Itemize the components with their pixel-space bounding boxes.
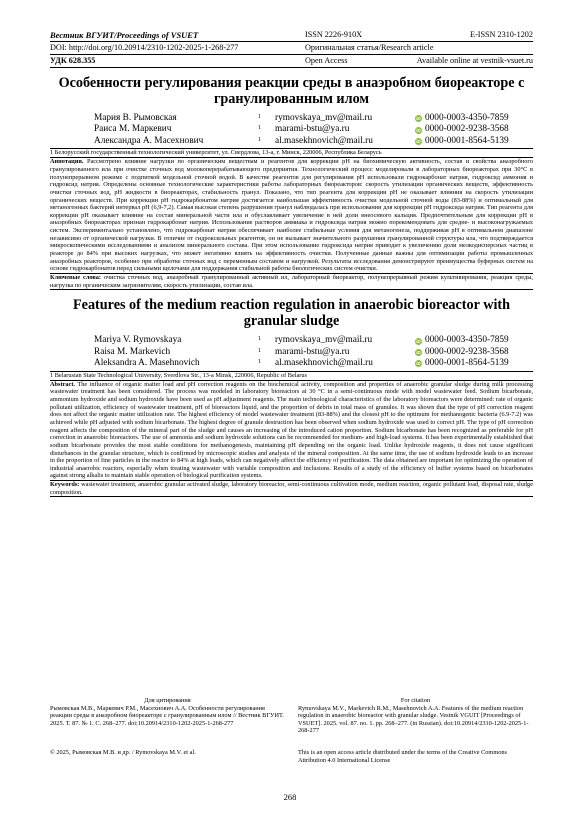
keywords-label: Keywords: xyxy=(50,481,80,489)
author-email[interactable]: al.masekhnovich@mail.ru xyxy=(275,358,373,369)
authors-ru xyxy=(94,113,533,147)
author-orcid[interactable]: 0000-0001-8564-5139 xyxy=(425,358,509,369)
author-name: Mariya V. Rymovskaya xyxy=(94,335,182,346)
doi-row xyxy=(50,43,533,53)
keywords-ru xyxy=(50,273,533,290)
author-affil-mark: 1 xyxy=(258,336,261,343)
author-orcid[interactable]: 0000-0003-4350-7859 xyxy=(425,335,509,346)
citation-ru xyxy=(50,697,285,735)
eissn: E-ISSN 2310-1202 xyxy=(470,30,533,39)
orcid-icon: iD xyxy=(416,139,421,145)
title-en: Features of the medium reaction regulation in anaerobic bioreactor with granular sludge xyxy=(72,297,510,330)
author-name: Раиса М. Маркевич xyxy=(94,124,172,135)
available-online[interactable]: Available online at vestnik-vsuet.ru xyxy=(416,56,533,65)
author-email[interactable]: rymovskaya_mv@mail.ru xyxy=(275,335,373,346)
header-rule xyxy=(50,54,533,55)
abstract-en xyxy=(50,381,533,481)
author-row xyxy=(94,124,533,135)
authors-en xyxy=(94,335,533,369)
title-ru: Особенности регулирования реакции среды в анаэробном биореакторе с гранулированным илом xyxy=(58,75,525,107)
author-affil-mark: 1 xyxy=(258,114,261,120)
author-row xyxy=(94,136,533,147)
author-affil-mark: 1 xyxy=(258,347,261,354)
citation-heading: Для цитирования xyxy=(144,697,191,704)
page-number: 268 xyxy=(283,792,297,802)
doi[interactable]: DOI: http://doi.org/10.20914/2310-1202-2025-1-268-277 xyxy=(50,43,239,52)
citation-text: Рымовская М.В., Маркевич Р.М., Масехнович А.А. Особенности регулирования реакции среды в анаэробном биореакторе с гранулированным илом // Вестник ВГУИТ. 2025. Т. 87. № 1. С. 268–277. doi:10.20914/2310-1202-2025-1-268-277 xyxy=(50,704,284,727)
header-rule xyxy=(50,67,533,68)
udk-row xyxy=(50,56,533,66)
citation-block xyxy=(50,697,533,735)
abstract-ru xyxy=(50,158,533,273)
keywords-label: Ключевые слова: xyxy=(50,274,102,282)
orcid-icon: iD xyxy=(416,127,421,133)
journal-header-row xyxy=(50,30,533,40)
license[interactable]: This is an open access article distributed under the terms of the Creative Commons Attribution 4.0 International License xyxy=(298,749,507,764)
author-email[interactable]: al.masekhnovich@mail.ru xyxy=(275,135,373,146)
abstract-label: Аннотация. xyxy=(50,158,84,166)
journal-name: Вестник ВГУИТ/Proceedings of VSUET xyxy=(50,30,199,40)
author-orcid[interactable]: 0000-0001-8564-5139 xyxy=(425,135,509,146)
open-access: Open Access xyxy=(305,56,348,65)
abstract-label: Abstract. xyxy=(50,380,76,388)
author-email[interactable]: rymovskaya_mv@mail.ru xyxy=(275,113,373,123)
author-affil-mark: 1 xyxy=(258,359,261,366)
footer xyxy=(50,749,533,764)
udk: УДК 628.355 xyxy=(50,56,96,65)
author-name: Александра А. Масехнович xyxy=(94,135,204,146)
header-rule xyxy=(50,41,533,42)
orcid-icon: iD xyxy=(416,349,421,355)
citation-en xyxy=(298,697,533,735)
author-row xyxy=(94,358,533,369)
orcid-icon: iD xyxy=(416,361,421,367)
author-orcid[interactable]: 0000-0002-9238-3568 xyxy=(425,346,509,357)
affiliation-ru: 1 Белорусский государственный технологический университет, ул. Свердлова, 13-а, г. Минск, 220006, Республика Беларусь xyxy=(50,148,533,158)
affiliation-en: 1 Belarusian State Technological University, Sverdlova Str., 13-a Minsk, 220006, Republic of Belarus xyxy=(50,371,533,381)
author-row xyxy=(94,113,533,124)
issn: ISSN 2226-910X xyxy=(305,30,363,39)
citation-heading: For citation xyxy=(400,697,431,704)
author-orcid[interactable]: 0000-0002-9238-3568 xyxy=(425,124,509,135)
abstract-text: Рассмотрено влияние нагрузки по органическим веществам и реагентов для коррекции pH на биохимическую активность, состав и свойства анаэробного гранулированного ила при очистке сточных вод молокоперерабатывающего предприятия. Технологический процесс моделировали в лабораторных биореакторах при 30°C в полунепрерывном режиме с подпиткой модельной сточной водой. В качестве реагентов для регулирования pH использовали гидрокарбонат натрия, гидроксид аммония и гидроксид натрия. Определены основные технологические характеристики работы лабораторных биореакторов: скорость утилизации органических веществ, эффективность очистки сточных вод, pH жидкости в биореакторах, стабильность гранул. Показано, что тип реагента для коррекции pH не оказывает влияния на скорость утилизации органических веществ. При коррекции pH гидрокарбонатом натрия достигается наибольшая эффективность очистки модельной сточной воды (83-88%) и оптимальный для метаногенных бактерий интервал pH (6,9-7,2). Самая высокая степень разрушения гранул наблюдалась при использовании для коррекции pH гидроксида натрия. Тип реагента для коррекции pH оказывает влияние на состав минеральной части ила и обуславливает увеличение в ней доли внеоснвого кальция. Предпочтительным для коррекции pH в анаэробных биореакторах признан гидрокарбонат натрия. Использование растворов аммиака и гидроксида натрия можно порекомендовать для средне- и высоконагружаемых систем. Экспериментально установлено, что гидрокарбонат натрия обеспечивает наиболее стабильные условия для метаногенеза, поддерживая pH в оптимальном диапазоне независимо от органической нагрузки. В отличие от гидроксильных реагентов, он не вызывает значительного разрушения гранулированной структуры ила, что подтверждается микроскопическими исследованиями и анализом минерального состава. При этом использование гидроксида натрия приводит к увеличению доли мелкодисперсных частиц в реакторе до 84% при высоких нагрузках, что может негативно влиять на эффективность очистки. Полученные данные важны для оптимизации работы промышленных анаэробных реакторов, особенно при обработке сточных вод с переменным составом и нагрузкой. Результаты исследования демонстрируют преимущества буферных систем на основе гидрокарбонатов перед сильными щелочами для поддержания стабильной работы биологических систем очистки. xyxy=(50,158,533,273)
author-orcid[interactable]: 0000-0003-4350-7859 xyxy=(425,113,509,123)
keywords-en xyxy=(50,480,533,497)
keywords-text: wastewater treatment, anaerobic granular activated sludge, laboratory bioreactor, semi-continuous cultivation mode, medium reaction, organic pollutant load, disposal rate, sludge composition. xyxy=(50,481,534,496)
author-email[interactable]: marami-bstu@ya.ru xyxy=(275,346,350,357)
author-affil-mark: 1 xyxy=(258,136,261,143)
article-type: Оригинальная статья/Research article xyxy=(305,43,434,52)
author-name: Мария В. Рымовская xyxy=(94,113,177,123)
keywords-text: очистка сточных вод, анаэробный гранулированный активный ил, лабораторный биореактор, полунепрерывный режим культивирования, реакция среды, нагрузка по органическим загрязнителям, скорость утилизации, состав ила. xyxy=(50,274,534,289)
copyright: © 2025, Рымовская М.В. и др. / Rymovskaya M.V. et al. xyxy=(50,749,196,756)
orcid-icon: iD xyxy=(416,338,421,344)
author-email[interactable]: marami-bstu@ya.ru xyxy=(275,124,350,135)
author-name: Raisa M. Markevich xyxy=(94,346,171,357)
author-affil-mark: 1 xyxy=(258,125,261,132)
abstract-text: The influence of organic matter load and pH correction reagents on the biochemical activity, composition and properties of anaerobic granular sludge during milk processing wastewater treatment has been considered. The process was modeled in laboratory bioreactors at 30 °C in a semi-continuous mode with model wastewater feed. Sodium bicarbonate, ammonium hydroxide and sodium hydroxide have been used as pH adjustment reagents. The main technological characteristics of the laboratory bioreactors were determined: rate of organic pollutant utilization, efficiency of wastewater treatment, pH of bioreactors liquid, and the proportion of debris in total mass of granules. It was shown that the type of pH correction reagent does not affect the organic matter utilization rate. The highest efficiency of model wastewater treatment (83-88%) and the closest pH to the optimum for methanogenic bacteria (6.9-7.2) was achieved while pH adjusted with sodium bicarbonate. The highest degree of granule destruction has been observed when sodium hydroxide was used to correct pH. The type of pH correction reagent affects the composition of the mineral part of the sludge and causes an increasing of the introduced cation proportion. Sodium bicarbonate has been recognized as preferable for pH correction in anaerobic bioreactors. The use of ammonia and sodium hydroxide solutions can be recommended for medium- and high-load systems. It has been experimentally established that sodium bicarbonate provides the most stable conditions for methanogenesis, maintaining pH depending on the organic load. Unlike hydroxide reagents, it does not cause significant disturbances in the granular structure, which is confirmed by microscopic studies and analysis of the mineral composition. At the same time, the use of sodium hydroxide leads to an increase in the proportion of fine particles in the reactor to 84% at high loads, which can negatively affect the efficiency of purification. The data obtained are important for optimizing the operation of industrial anaerobic reactors, especially when treating wastewater with variable composition and inclusions. Results of a study of the efficiency of buffer systems based on bicarbonates against strong alkalis to maintain stable operation of biological purification systems. xyxy=(50,380,533,480)
citation-text: Rymovskaya M.V., Markevich R.M., Masehnovich A.A. Features of the medium reaction regulation in anaerobic bioreactor with granular sludge. Vestnik VGUIT [Proceedings of VSUET]. 2025. vol. 87. no. 1. pp. 268–277. (in Russian). doi:10.20914/2310-1202-2025-1-268-277 xyxy=(298,704,529,735)
author-row xyxy=(94,335,533,346)
author-name: Aleksandra A. Masehnovich xyxy=(94,358,200,369)
author-row xyxy=(94,347,533,358)
orcid-icon: iD xyxy=(416,116,421,122)
